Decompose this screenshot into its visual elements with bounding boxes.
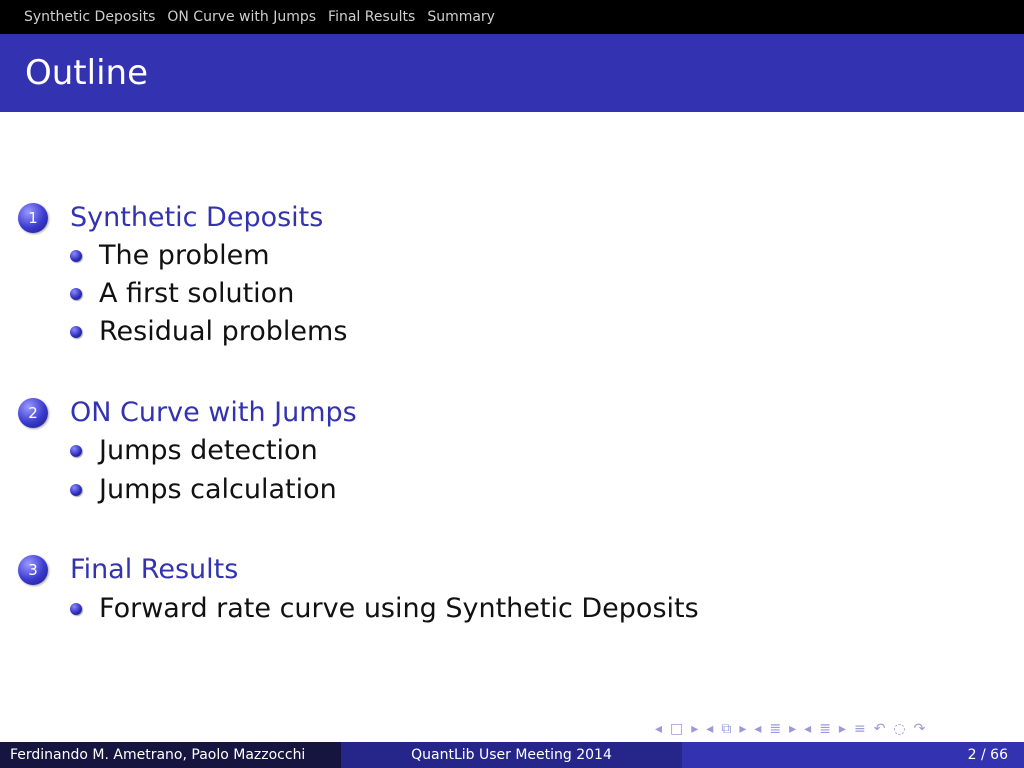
toc-subsection-label[interactable]: Jumps calculation bbox=[99, 474, 337, 505]
subsection-next-icon[interactable]: ▸ bbox=[739, 721, 747, 737]
footer-author: Ferdinando M. Ametrano, Paolo Mazzocchi bbox=[0, 742, 341, 768]
subsubsection-icon[interactable]: ≣ bbox=[819, 721, 831, 737]
section-prev-icon[interactable]: ◂ bbox=[754, 721, 762, 737]
toc-subsection[interactable] bbox=[70, 474, 337, 505]
search-icon[interactable]: ◌ bbox=[893, 721, 906, 737]
toc-section-label[interactable]: ON Curve with Jumps bbox=[70, 397, 357, 428]
toc-subsection[interactable] bbox=[70, 316, 347, 347]
nav-item-synthetic-deposits[interactable]: Synthetic Deposits bbox=[24, 9, 156, 25]
subsubsection-next-icon[interactable]: ▸ bbox=[838, 721, 846, 737]
section-next-icon[interactable]: ▸ bbox=[789, 721, 797, 737]
bullet-icon bbox=[70, 445, 82, 457]
toc-subsection-label[interactable]: Residual problems bbox=[99, 316, 348, 347]
redo-icon[interactable]: ↷ bbox=[913, 721, 926, 737]
nav-item-summary[interactable]: Summary bbox=[427, 9, 495, 25]
footer-event: QuantLib User Meeting 2014 bbox=[341, 742, 682, 768]
toc-section-2[interactable] bbox=[18, 397, 357, 428]
subsection-prev-icon[interactable]: ◂ bbox=[706, 721, 714, 737]
section-number-ball: 3 bbox=[18, 555, 48, 585]
toc-subsection-label[interactable]: The problem bbox=[99, 240, 270, 271]
section-icon[interactable]: ≣ bbox=[769, 721, 782, 737]
align-icon[interactable]: ≡ bbox=[853, 721, 866, 737]
nav-item-on-curve-with-jumps[interactable]: ON Curve with Jumps bbox=[167, 9, 317, 25]
bullet-icon bbox=[70, 326, 82, 338]
toc-subsection[interactable] bbox=[70, 435, 318, 466]
page-number: 2 / 66 bbox=[682, 742, 1024, 768]
toc-section-1[interactable] bbox=[18, 202, 323, 233]
toc-subsection[interactable] bbox=[70, 240, 270, 271]
bullet-icon bbox=[70, 288, 82, 300]
toc-section-label[interactable]: Final Results bbox=[70, 554, 239, 585]
undo-icon[interactable]: ↶ bbox=[873, 721, 886, 737]
toc-subsection-label[interactable]: Forward rate curve using Synthetic Deposits bbox=[99, 593, 699, 624]
toc-subsection-label[interactable]: A first solution bbox=[99, 278, 295, 309]
subsubsection-prev-icon[interactable]: ◂ bbox=[804, 721, 812, 737]
toc-subsection-label[interactable]: Jumps detection bbox=[99, 435, 318, 466]
section-number-ball: 1 bbox=[18, 203, 48, 233]
frame-next-icon[interactable]: ▸ bbox=[691, 721, 699, 737]
bullet-icon bbox=[70, 250, 82, 262]
subsection-icon[interactable]: ⧉ bbox=[721, 721, 732, 737]
frame-title: Outline bbox=[25, 53, 149, 93]
bullet-icon bbox=[70, 484, 82, 496]
navigation-symbols bbox=[655, 718, 1015, 740]
bullet-icon bbox=[70, 603, 82, 615]
toc-section-label[interactable]: Synthetic Deposits bbox=[70, 202, 324, 233]
toc-subsection[interactable] bbox=[70, 278, 294, 309]
nav-item-final-results[interactable]: Final Results bbox=[328, 9, 416, 25]
footline bbox=[0, 742, 1024, 768]
section-number-ball: 2 bbox=[18, 398, 48, 428]
toc-subsection[interactable] bbox=[70, 593, 699, 624]
toc-section-3[interactable] bbox=[18, 554, 238, 585]
frame-prev-icon[interactable]: ◂ bbox=[655, 721, 663, 737]
frame-icon[interactable]: □ bbox=[670, 721, 684, 737]
